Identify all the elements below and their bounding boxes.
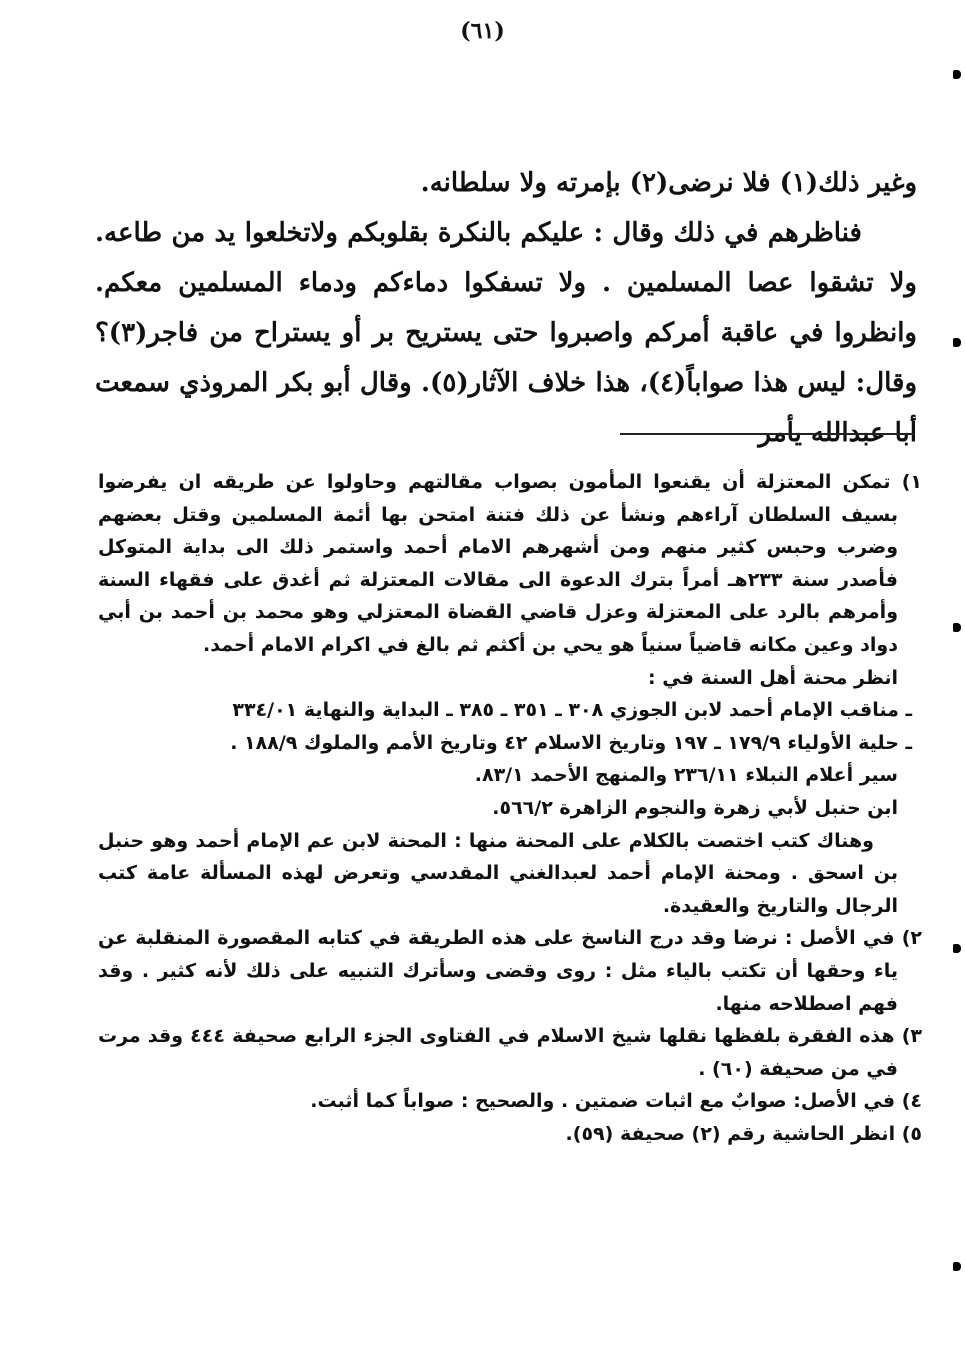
- main-text-paragraph: فناظرهم في ذلك وقال : عليكم بالنكرة بقلوبكم ولاتخلعوا يد من طاعه. ولا تشقوا عصا المسلمين . ولا تسفكوا دماءكم ودماء المسلمين معكم. وانظروا في عاقبة أمركم واصبروا حتى يستريح بر أو يستراح من فاجر(٣)؟ وقال: ليس هذا صواباً(٤)، هذا خلاف الآثار(٥). وقال أبو بكر المروذي سمعت أبا عبدالله يأمر: [95, 218, 918, 448]
- footnotes: [98, 466, 922, 1150]
- footnote-5: ٥) انظر الحاشية رقم (٢) صحيفة (٥٩).: [565, 1122, 922, 1145]
- scan-edge-mark: [953, 338, 961, 347]
- footnote-1-reference: ـ حلية الأولياء ١٧٩/٩ ـ ١٩٧ وتاريخ الاسلام ٤٢ وتاريخ الأمم والملوك ١٨٨/٩ .: [230, 731, 912, 754]
- footnote-3: ٣) هذه الفقرة بلفظها نقلها شيخ الاسلام في الفتاوى الجزء الرابع صحيفة ٤٤٤ وقد مرت في من صحيفة (٦٠) .: [98, 1025, 922, 1080]
- footnote-separator: [620, 433, 914, 435]
- main-text-line: وغير ذلك(١) فلا نرضى(٢) بإمرته ولا سلطانه.: [420, 168, 917, 198]
- page-number: (٦١): [460, 18, 505, 44]
- scan-edge-mark: [953, 70, 961, 79]
- scan-edge-mark: [953, 623, 961, 632]
- footnote-2: ٢) في الأصل : نرضا وقد درج الناسخ على هذه الطريقة في كتابه المقصورة المنقلبة عن ياء وحقها أن تكتب بالياء مثل : روى وقضى وسأترك التنبيه على ذلك لأنه كثير . وقد فهم اصطلاحه منها.: [98, 927, 922, 1015]
- main-text: [95, 158, 917, 458]
- footnote-1-closing: وهناك كتب اختصت بالكلام على المحنة منها : المحنة لابن عم الإمام أحمد وهو حنبل بن اسحق . ومحنة الإمام أحمد لعبدالغني المقدسي وتعرض لهذه المسألة عامة كتب الرجال والتاريخ والعقيدة.: [98, 829, 898, 917]
- footnote-1: ١) تمكن المعتزلة أن يقنعوا المأمون بصواب مقالتهم وحاولوا عن طريقه ان يفرضوا بسيف السلطان آراءهم ونشأ عن ذلك فتنة امتحن بها أئمة المسلمين وقتل بعضهم وضرب وحبس كثير منهم ومن أشهرهم الامام أحمد واستمر ذلك الى بداية المتوكل فأصدر سنة ٢٣٣هـ أمراً بترك الدعوة الى مقالات المعتزلة ثم أغدق على فقهاء السنة وأمرهم بالرد على المعتزلة وعزل قاضي القضاة المعتزلي وهو محمد بن أحمد بن أبي دواد وعين مكانه قاضياً سنياً هو يحي بن أكثم ثم بالغ في اكرام الامام أحمد.: [98, 471, 922, 656]
- footnote-1-reference: ابن حنبل لأبي زهرة والنجوم الزاهرة ٥٦٦/٢.: [492, 796, 898, 819]
- footnote-4: ٤) في الأصل: صوابٌ مع اثبات ضمتين . والصحيح : صواباً كما أثبت.: [310, 1090, 922, 1113]
- footnote-1-reference: ـ مناقب الإمام أحمد لابن الجوزي ٣٠٨ ـ ٣٥١ ـ ٣٨٥ ـ البداية والنهاية ٣٣٤/٠١: [232, 699, 912, 722]
- footnote-1-reference: سير أعلام النبلاء ٢٣٦/١١ والمنهج الأحمد ٨٣/١.: [474, 764, 898, 787]
- scan-edge-mark: [953, 1262, 961, 1271]
- footnote-1-see-also: انظر محنة أهل السنة في :: [648, 666, 898, 689]
- scan-edge-mark: [953, 944, 961, 953]
